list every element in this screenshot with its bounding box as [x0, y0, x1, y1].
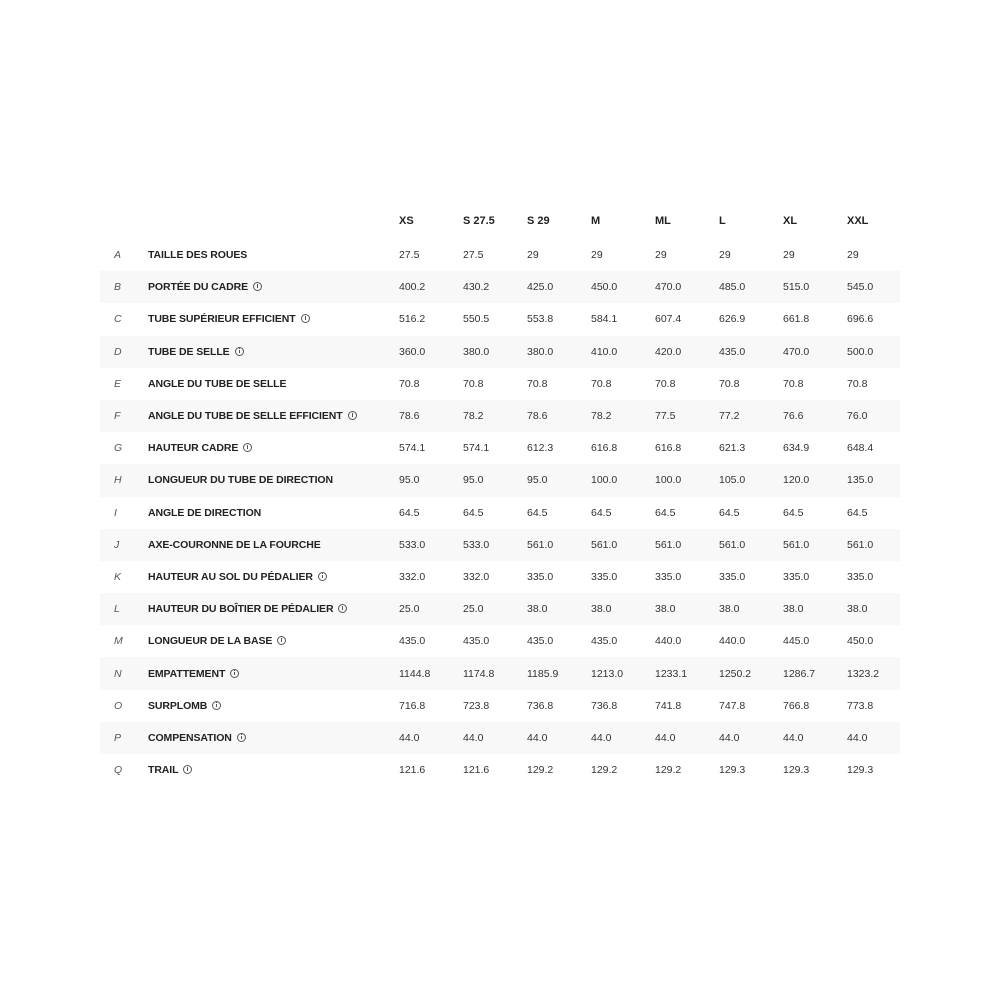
value-cell: 766.8: [783, 699, 810, 712]
value-cell: 70.8: [655, 377, 676, 390]
value-cell: 121.6: [399, 764, 426, 777]
row-letter: A: [114, 249, 122, 262]
value-cell: 470.0: [655, 271, 719, 303]
row-letter: C: [114, 313, 122, 326]
value-cell: 44.0: [655, 722, 719, 754]
info-circle-icon[interactable]: [301, 314, 310, 323]
table-row: [100, 303, 900, 335]
value-cell: 425.0: [527, 271, 591, 303]
value-cell: 561.0: [847, 529, 900, 561]
value-cell: 380.0: [527, 336, 591, 368]
value-cell: 1174.8: [463, 657, 527, 689]
value-cell: 44.0: [591, 722, 655, 754]
value-cell: 129.3: [847, 764, 874, 777]
value-cell: 38.0: [847, 593, 900, 625]
value-cell: 44.0: [463, 722, 527, 754]
info-circle-icon[interactable]: [230, 669, 239, 678]
row-name-cell: [148, 432, 399, 464]
value-cell: 64.5: [399, 506, 420, 519]
row-letter: J: [100, 529, 148, 561]
info-circle-icon[interactable]: [237, 733, 246, 742]
value-cell: 410.0: [591, 336, 655, 368]
table-row: [100, 690, 900, 722]
value-cell: 1250.2: [719, 657, 783, 689]
value-cell: 64.5: [719, 506, 740, 519]
row-letter: M: [114, 635, 123, 648]
value-cell: 38.0: [591, 593, 655, 625]
value-cell: 335.0: [783, 570, 810, 583]
table-row: [100, 754, 900, 786]
value-cell: 741.8: [655, 699, 682, 712]
row-letter: G: [114, 442, 123, 455]
row-name: LONGUEUR DE LA BASE: [148, 635, 273, 648]
row-name: ANGLE DU TUBE DE SELLE: [148, 377, 287, 390]
value-cell: 77.5: [655, 400, 719, 432]
row-name-cell: [148, 464, 399, 496]
row-letter: N: [100, 657, 148, 689]
value-cell: 44.0: [719, 722, 783, 754]
value-cell: 335.0: [655, 570, 682, 583]
value-cell: 545.0: [847, 271, 900, 303]
table-header-row: [100, 203, 900, 239]
value-cell: 332.0: [399, 570, 426, 583]
value-cell: 27.5: [463, 249, 484, 262]
value-cell: 773.8: [847, 699, 874, 712]
value-cell: 44.0: [527, 722, 591, 754]
value-cell: 70.8: [399, 377, 420, 390]
row-name: ANGLE DU TUBE DE SELLE EFFICIENT: [148, 410, 343, 423]
value-cell: 1144.8: [399, 657, 463, 689]
value-cell: 64.5: [591, 506, 612, 519]
value-cell: 1323.2: [847, 657, 900, 689]
table-row: [100, 561, 900, 593]
value-cell: 607.4: [655, 313, 682, 326]
row-name: HAUTEUR AU SOL DU PÉDALIER: [148, 570, 313, 583]
value-cell: 29: [719, 249, 731, 262]
value-cell: 76.0: [847, 400, 900, 432]
row-letter: H: [100, 464, 148, 496]
row-name: LONGUEUR DU TUBE DE DIRECTION: [148, 474, 333, 487]
value-cell: 648.4: [847, 442, 874, 455]
row-name: SURPLOMB: [148, 699, 208, 712]
value-cell: 661.8: [783, 313, 810, 326]
value-cell: 516.2: [399, 313, 426, 326]
size-header-xl: XL: [783, 215, 798, 227]
size-header-xxl: XXL: [847, 215, 869, 227]
value-cell: 335.0: [847, 570, 874, 583]
info-circle-icon[interactable]: [348, 411, 357, 420]
value-cell: 70.8: [463, 377, 484, 390]
header-letter-cell: [100, 203, 148, 239]
value-cell: 38.0: [527, 593, 591, 625]
value-cell: 121.6: [463, 764, 490, 777]
value-cell: 574.1: [399, 442, 426, 455]
table-row: [100, 432, 900, 464]
info-circle-icon[interactable]: [318, 572, 327, 581]
table-row: [100, 625, 900, 657]
size-header-l: L: [719, 215, 726, 227]
value-cell: 44.0: [399, 722, 463, 754]
value-cell: 29: [847, 249, 859, 262]
value-cell: 435.0: [463, 635, 490, 648]
value-cell: 77.2: [719, 400, 783, 432]
value-cell: 335.0: [719, 570, 746, 583]
row-name: COMPENSATION: [148, 731, 232, 744]
value-cell: 1286.7: [783, 657, 847, 689]
value-cell: 335.0: [527, 570, 554, 583]
value-cell: 450.0: [591, 271, 655, 303]
row-name: ANGLE DE DIRECTION: [148, 506, 262, 519]
value-cell: 78.2: [591, 400, 655, 432]
info-circle-icon[interactable]: [253, 282, 262, 291]
value-cell: 76.6: [783, 400, 847, 432]
table-row: [100, 497, 900, 529]
value-cell: 584.1: [591, 313, 618, 326]
value-cell: 616.8: [591, 442, 618, 455]
value-cell: 533.0: [463, 529, 527, 561]
value-cell: 1185.9: [527, 657, 591, 689]
value-cell: 435.0: [399, 635, 426, 648]
value-cell: 64.5: [783, 506, 804, 519]
value-cell: 44.0: [783, 722, 847, 754]
geometry-table: [100, 203, 900, 786]
value-cell: 612.3: [527, 442, 554, 455]
value-cell: 135.0: [847, 464, 900, 496]
table-row: [100, 722, 900, 754]
table-row: [100, 529, 900, 561]
row-letter: I: [114, 506, 117, 519]
value-cell: 38.0: [783, 593, 847, 625]
value-cell: 38.0: [655, 593, 719, 625]
row-letter: P: [100, 722, 148, 754]
value-cell: 515.0: [783, 271, 847, 303]
value-cell: 561.0: [655, 529, 719, 561]
row-letter: O: [114, 699, 123, 712]
value-cell: 44.0: [847, 722, 900, 754]
value-cell: 129.2: [527, 764, 554, 777]
value-cell: 400.2: [399, 271, 463, 303]
value-cell: 561.0: [719, 529, 783, 561]
size-header-m: M: [591, 215, 601, 227]
value-cell: 70.8: [591, 377, 612, 390]
size-header-ml: ML: [655, 215, 671, 227]
size-header-s-29: S 29: [527, 215, 550, 227]
row-name-cell: [148, 593, 399, 625]
value-cell: 70.8: [527, 377, 548, 390]
value-cell: 129.3: [783, 764, 810, 777]
value-cell: 470.0: [783, 336, 847, 368]
row-name-cell: [148, 657, 399, 689]
value-cell: 64.5: [527, 506, 548, 519]
table-row: [100, 368, 900, 400]
value-cell: 120.0: [783, 464, 847, 496]
info-circle-icon[interactable]: [243, 443, 252, 452]
value-cell: 78.6: [527, 400, 591, 432]
value-cell: 95.0: [463, 464, 527, 496]
value-cell: 78.2: [463, 400, 527, 432]
table-row: [100, 464, 900, 496]
row-name-cell: [148, 239, 399, 271]
value-cell: 550.5: [463, 313, 490, 326]
info-circle-icon[interactable]: [212, 701, 221, 710]
table-body: [100, 239, 900, 786]
value-cell: 420.0: [655, 336, 719, 368]
value-cell: 430.2: [463, 271, 527, 303]
row-name-cell: [148, 561, 399, 593]
value-cell: 1233.1: [655, 657, 719, 689]
row-letter: D: [100, 336, 148, 368]
row-name: PORTÉE DU CADRE: [148, 281, 249, 294]
value-cell: 95.0: [399, 464, 463, 496]
info-circle-icon[interactable]: [183, 765, 192, 774]
value-cell: 64.5: [463, 506, 484, 519]
table-row: [100, 271, 900, 303]
row-name: AXE-COURONNE DE LA FOURCHE: [148, 538, 321, 551]
value-cell: 1213.0: [591, 657, 655, 689]
row-name-cell: [148, 368, 399, 400]
value-cell: 696.6: [847, 313, 874, 326]
value-cell: 533.0: [399, 529, 463, 561]
value-cell: 380.0: [463, 336, 527, 368]
value-cell: 736.8: [527, 699, 554, 712]
table-row: [100, 336, 900, 368]
row-name: HAUTEUR DU BOÎTIER DE PÉDALIER: [148, 603, 334, 616]
value-cell: 500.0: [847, 336, 900, 368]
value-cell: 747.8: [719, 699, 746, 712]
row-name-cell: [148, 497, 399, 529]
table-row: [100, 239, 900, 271]
value-cell: 78.6: [399, 400, 463, 432]
row-letter: L: [100, 593, 148, 625]
value-cell: 561.0: [591, 529, 655, 561]
info-circle-icon[interactable]: [338, 604, 347, 613]
value-cell: 38.0: [719, 593, 783, 625]
value-cell: 553.8: [527, 313, 554, 326]
value-cell: 360.0: [399, 336, 463, 368]
row-name-cell: [148, 690, 399, 722]
row-name-cell: [148, 400, 399, 432]
row-letter: Q: [114, 764, 123, 777]
value-cell: 716.8: [399, 699, 426, 712]
size-header-xs: XS: [399, 215, 414, 227]
value-cell: 129.2: [591, 764, 618, 777]
row-name-cell: [148, 754, 399, 786]
table-row: [100, 657, 900, 689]
row-name-cell: [148, 271, 399, 303]
row-name-cell: [148, 529, 399, 561]
value-cell: 29: [591, 249, 603, 262]
row-name-cell: [148, 625, 399, 657]
value-cell: 70.8: [719, 377, 740, 390]
value-cell: 445.0: [783, 635, 810, 648]
value-cell: 100.0: [591, 464, 655, 496]
row-letter: F: [100, 400, 148, 432]
value-cell: 29: [655, 249, 667, 262]
value-cell: 561.0: [527, 529, 591, 561]
value-cell: 332.0: [463, 570, 490, 583]
table-row: [100, 593, 900, 625]
value-cell: 723.8: [463, 699, 490, 712]
value-cell: 105.0: [719, 464, 783, 496]
row-letter: B: [100, 271, 148, 303]
value-cell: 440.0: [655, 635, 682, 648]
value-cell: 64.5: [847, 506, 868, 519]
value-cell: 450.0: [847, 635, 874, 648]
value-cell: 27.5: [399, 249, 420, 262]
value-cell: 29: [527, 249, 539, 262]
row-name: EMPATTEMENT: [148, 667, 226, 680]
size-header-s-27-5: S 27.5: [463, 215, 495, 227]
table-row: [100, 400, 900, 432]
value-cell: 485.0: [719, 271, 783, 303]
value-cell: 435.0: [591, 635, 618, 648]
value-cell: 574.1: [463, 442, 490, 455]
row-name: TRAIL: [148, 764, 179, 777]
value-cell: 64.5: [655, 506, 676, 519]
value-cell: 561.0: [783, 529, 847, 561]
row-name: TUBE SUPÉRIEUR EFFICIENT: [148, 313, 296, 326]
value-cell: 626.9: [719, 313, 746, 326]
value-cell: 335.0: [591, 570, 618, 583]
value-cell: 440.0: [719, 635, 746, 648]
value-cell: 616.8: [655, 442, 682, 455]
value-cell: 621.3: [719, 442, 746, 455]
value-cell: 129.2: [655, 764, 682, 777]
value-cell: 100.0: [655, 464, 719, 496]
value-cell: 29: [783, 249, 795, 262]
row-name: TUBE DE SELLE: [148, 345, 230, 358]
value-cell: 129.3: [719, 764, 746, 777]
value-cell: 736.8: [591, 699, 618, 712]
value-cell: 435.0: [527, 635, 554, 648]
value-cell: 95.0: [527, 464, 591, 496]
value-cell: 70.8: [847, 377, 868, 390]
row-name-cell: [148, 336, 399, 368]
info-circle-icon[interactable]: [277, 636, 286, 645]
value-cell: 634.9: [783, 442, 810, 455]
value-cell: 70.8: [783, 377, 804, 390]
value-cell: 435.0: [719, 336, 783, 368]
info-circle-icon[interactable]: [235, 347, 244, 356]
row-name-cell: [148, 722, 399, 754]
value-cell: 25.0: [463, 593, 527, 625]
header-name-cell: [148, 203, 399, 239]
row-name-cell: [148, 303, 399, 335]
row-name: TAILLE DES ROUES: [148, 249, 248, 262]
row-name: HAUTEUR CADRE: [148, 442, 239, 455]
row-letter: E: [114, 377, 122, 390]
row-letter: K: [114, 570, 122, 583]
value-cell: 25.0: [399, 593, 463, 625]
